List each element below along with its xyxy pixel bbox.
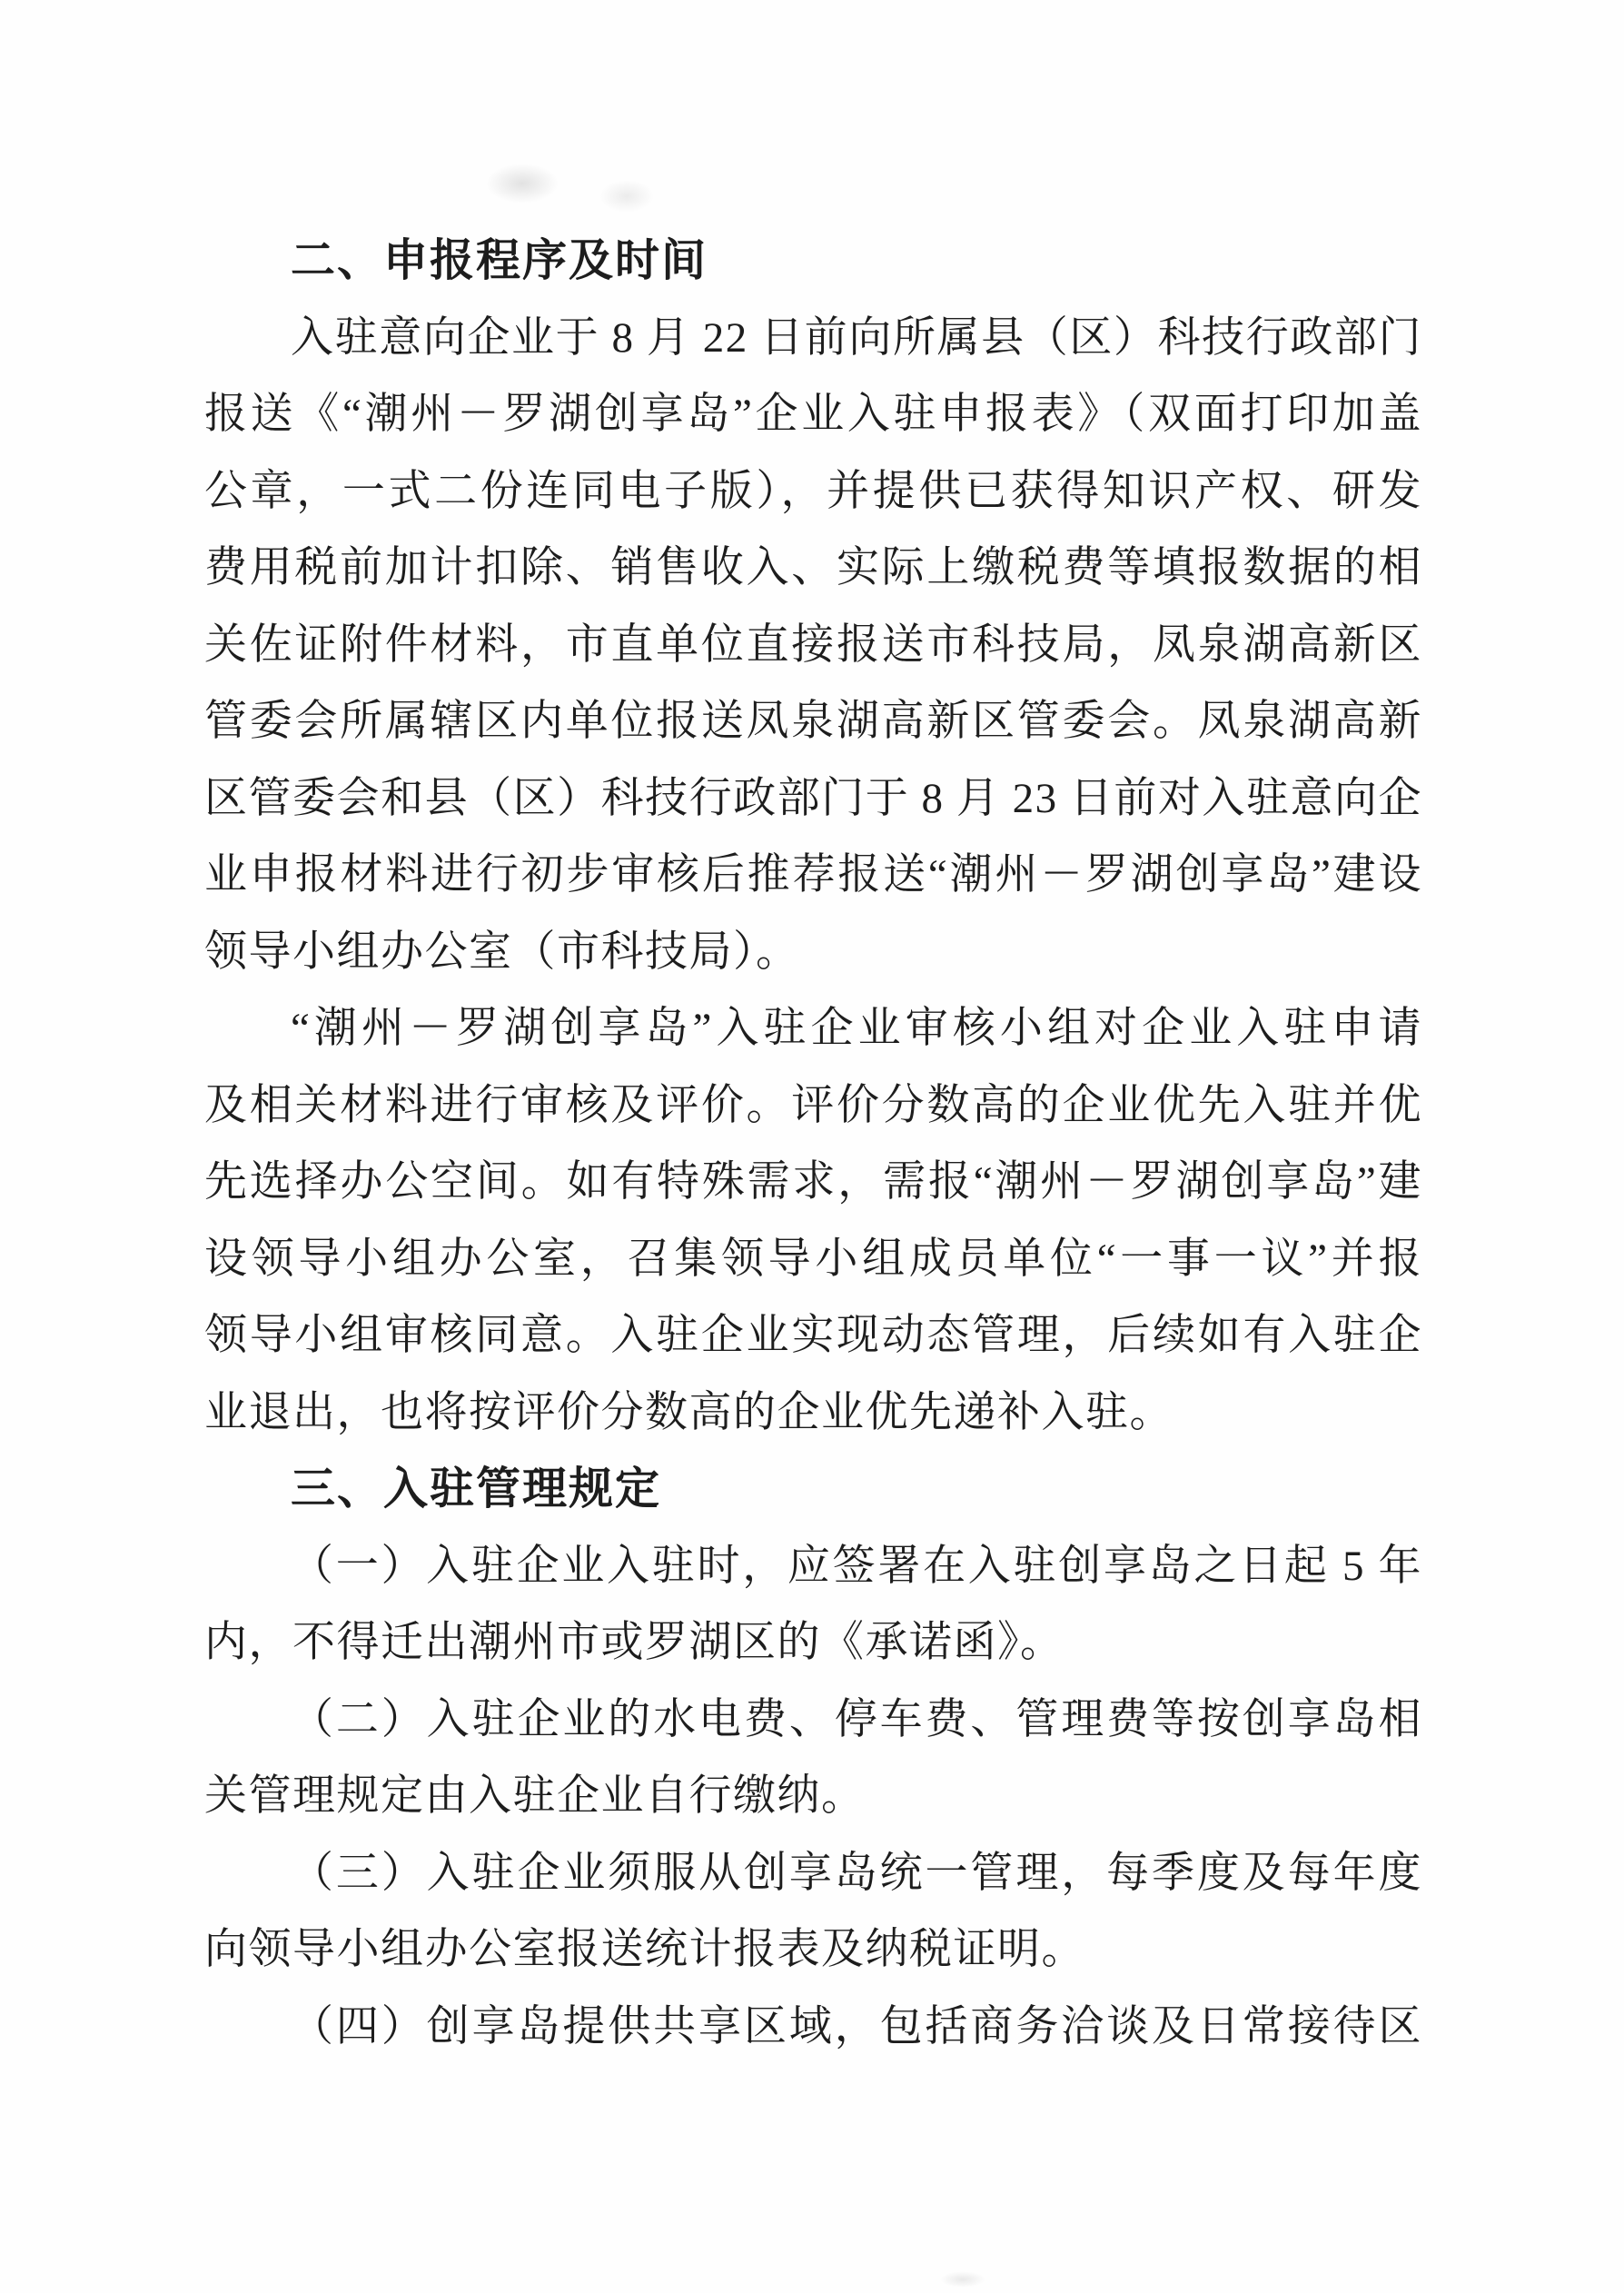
body-line: 领导小组审核同意。入驻企业实现动态管理，后续如有入驻企: [204, 1312, 1422, 1359]
body-line: “潮州－罗湖创享岛”入驻企业审核小组对企业入驻申请: [291, 1005, 1422, 1052]
body-line: 关管理规定由入驻企业自行缴纳。: [204, 1772, 866, 1820]
body-line: （二）入驻企业的水电费、停车费、管理费等按创享岛相: [291, 1695, 1422, 1743]
body-line: （一）入驻企业入驻时，应签署在入驻创享岛之日起 5 年: [291, 1542, 1422, 1590]
body-line: 先选择办公空间。如有特殊需求，需报“潮州－罗湖创享岛”建: [204, 1158, 1422, 1206]
body-line: （三）入驻企业须服从创享岛统一管理，每季度及每年度: [291, 1849, 1422, 1897]
scan-smudge: [599, 180, 654, 213]
body-line: 费用税前加计扣除、销售收入、实际上缴税费等填报数据的相: [204, 544, 1422, 591]
body-line: 向领导小组办公室报送统计报表及纳税证明。: [204, 1926, 1085, 1973]
body-line: 业退出，也将按评价分数高的企业优先递补入驻。: [204, 1388, 1173, 1436]
body-line: 公章，一式二份连同电子版），并提供已获得知识产权、研发: [204, 467, 1422, 515]
body-line: 内，不得迁出潮州市或罗湖区的《承诺函》。: [204, 1619, 1065, 1666]
body-line: 关佐证附件材料，市直单位直接报送市科技局，凤泉湖高新区: [204, 620, 1422, 669]
body-line: （四）创享岛提供共享区域，包括商务洽谈及日常接待区: [291, 2002, 1422, 2050]
body-line: 区管委会和县（区）科技行政部门于 8 月 23 日前对入驻意向企: [204, 774, 1422, 822]
body-line: 及相关材料进行审核及评价。评价分数高的企业优先入驻并优: [204, 1081, 1422, 1129]
scan-smudge: [486, 164, 559, 203]
body-line: 设领导小组办公室，召集领导小组成员单位“一事一议”并报: [204, 1235, 1422, 1283]
body-line: 管委会所属辖区内单位报送凤泉湖高新区管委会。凤泉湖高新: [204, 698, 1422, 745]
body-line: 领导小组办公室（市科技局）。: [204, 928, 800, 976]
body-line: 入驻意向企业于 8 月 22 日前向所属县（区）科技行政部门: [291, 313, 1422, 362]
scan-smudge: [940, 2271, 985, 2288]
section-heading-2: 二、申报程序及时间: [291, 236, 708, 285]
body-line: 业申报材料进行初步审核后推荐报送“潮州－罗湖创享岛”建设: [204, 851, 1422, 898]
section-heading-3: 三、入驻管理规定: [291, 1464, 662, 1514]
text-block: [204, 223, 1422, 2065]
body-line: 报送《“潮州－罗湖创享岛”企业入驻申报表》（双面打印加盖: [204, 391, 1422, 438]
